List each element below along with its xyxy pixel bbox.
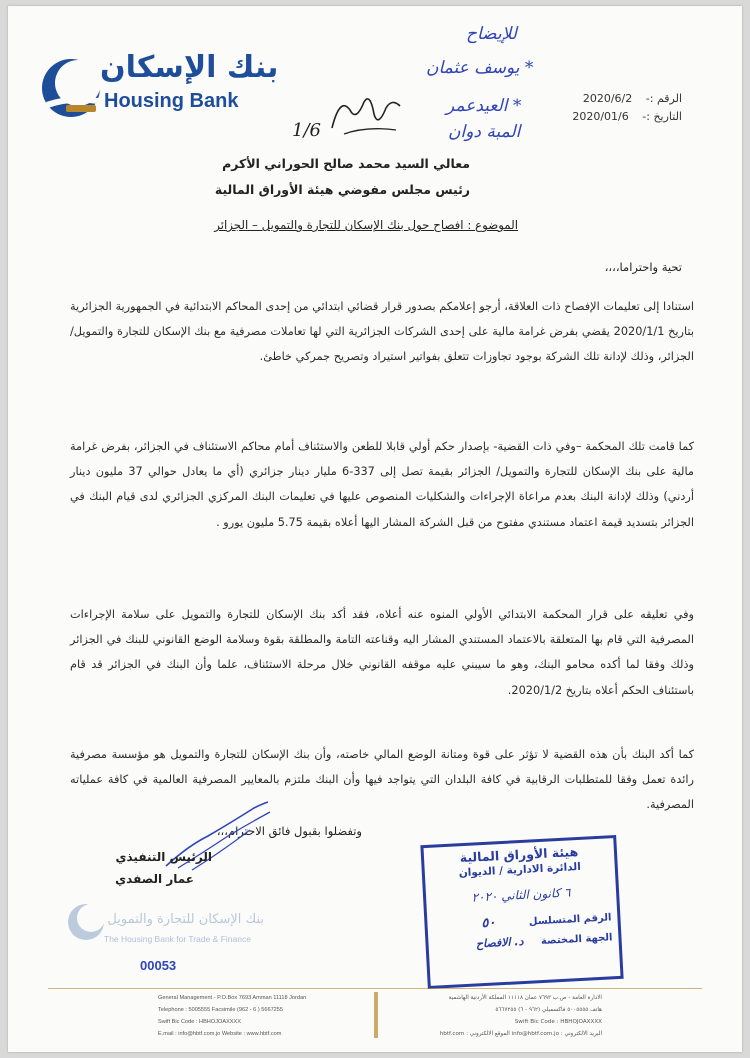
signatory-name: عمار الصفدي [115,872,194,886]
page-number: 00053 [140,958,177,973]
letter-page [8,6,742,1052]
subject-line: الموضوع : افصاح حول بنك الإسكان للتجارة والتمويل – الجزائر [214,218,518,232]
watermark-bank-name-english: The Housing Bank for Trade & Finance [104,934,251,944]
handwritten-note-4: المبة دوان [448,122,521,142]
initials-signature-icon [326,88,406,140]
signatory-title: الرئيس التنفيذي [115,850,212,864]
stamp-line-1: هيئة الأوراق المالية [459,843,579,866]
bank-name-english: Housing Bank [104,90,239,112]
footer-right-line-4: البريد الالكتروني : info@hbtf.com.jo الموقع الالكتروني : hbtf.com [439,1031,602,1037]
watermark-bank-name-arabic: بنك الإسكان للتجارة والتمويل [107,912,264,927]
stamp-serial-value: ٥٠ [481,915,496,932]
reference-number [583,92,682,105]
footer-divider [48,988,702,989]
footer-left-line-2: Telephone : 5005555 Facsimile (962 - 6 ) 5667255 [158,1007,284,1013]
reference-number-label: الرقم :- [645,92,682,105]
handwritten-date-note: 1/6 [292,120,321,141]
recipient-line-2: رئيس مجلس مفوضي هيئة الأوراق المالية [214,182,470,197]
footer-right-line-3: Swift Bic Code : HBHOJOAXXXX [514,1019,602,1025]
signature-icon [158,796,278,876]
footer-center-mark [374,992,378,1038]
reference-date-label: التاريخ :- [642,110,682,123]
reference-date-value: 2020/01/6 [572,110,629,123]
watermark-logo-icon [66,902,106,942]
stamp-line-2: الدائرة الادارية / الديوان [458,860,582,880]
greeting: تحية واحتراما،،،، [604,260,682,274]
body-paragraph-4: كما أكد البنك بأن هذه القضية لا تؤثر على قوة ومتانة الوضع المالي خاصته، وأن بنك الإسكان للتجارة والتمويل هو مؤسسة مصرفية رائدة تعمل وفقا للمتطلبات الرقابية في كافة البلدان التي يتواجد فيها وأن البنك ملتزم بالمعايير المصرفية العالمية في كافة عملياته المصرفية. [70,748,694,812]
housing-bank-logo-icon [40,56,102,120]
stamp-department-label: الجهة المختصة [540,932,613,948]
closing-line: وتفضلوا بقبول فائق الاحترام،،، [216,824,362,838]
handwritten-note-1: للإيضاح [466,24,517,44]
stamp-serial-label: الرقم المتسلسل [528,912,612,928]
stamp-date: ٦ كانون الثاني ٢٠٢٠ [471,885,571,905]
body-paragraph-1: استنادا إلى تعليمات الإفصاح ذات العلاقة، أرجو إعلامكم بصدور قرار قضائي ابتدائي من إحدى المحاكم الابتدائية في الجمهورية الجزائرية بتاريخ 2020/1/1 يقضي بفرض غرامة مالية على إحدى الشركات الجزائرية التي لها تعاملات مصرفية مع بنك الإسكان للتجارة والتمويل/ الجزائر، وذلك لإدانة تلك الشركة بوجود تجاوزات تتعلق بفواتير استيراد وتصريح جمركي خاطئ. [70,300,694,364]
footer-left-line-3: Swift Bic Code : HBHOJOAXXXX [158,1019,241,1025]
body-paragraph-3: وفي تعليقه على قرار المحكمة الابتدائي الأولي المنوه عنه أعلاه، فقد أكد بنك الإسكان للتجارة والتمويل على سلامة الإجراءات المصرفية التي قام بها المتعلقة بالاعتماد المستندي المشار اليه وقناعته التامة والمطلقة بقوة وسلامة الوضع القانوني للبنك في الجزائر وذلك وفقا لما أكده محامو البنك، وهو ما سيبني عليه موقفه القانوني خلال مرحلة الاستئناف، علما وأن البنك في الجزائر قد قام باستئناف الحكم أعلاه بتاريخ 2020/1/2. [70,608,694,697]
stamp-department [434,930,612,952]
stamp-department-value: د. الافصاح [475,934,524,951]
bank-name-arabic: بنك الإسكان [100,50,279,85]
reference-date [572,110,682,123]
stamp-serial [433,909,612,933]
handwritten-note-2: * يوسف عثمان [426,58,534,78]
footer-right-line-1: الادارة العامة - ص.ب ٧٦٩٣ عمان ١١١١٨ المملكة الأردنية الهاشمية [448,995,602,1001]
footer-right-line-2: هاتف ٥٠٠٥٥٥٥ فاكسميلي (٩٦٢ - ٦) ٥٦٦٧٢٥٥ [495,1007,602,1013]
recipient-line-1: معالي السيد محمد صالح الحوراني الأكرم [222,156,470,171]
received-stamp [420,835,623,989]
footer-right [392,992,602,1040]
footer-left-line-1: General Management - P.O.Box 7693 Amman 11118 Jordan [158,995,307,1001]
footer-left-line-4: E.mail : info@hbtf.com.jo Website : www.hbtf.com [158,1031,282,1037]
reference-number-value: 2020/6/2 [582,92,633,105]
handwritten-note-3: * العيدعمر [446,96,522,116]
footer-left [158,992,358,1040]
body-paragraph-2: كما قامت تلك المحكمة –وفي ذات القضية- بإصدار حكم أولي قابلا للطعن والاستئناف أمام محاكم الاستئناف في الجزائر، بفرض غرامة مالية على بنك الإسكان للتجارة والتمويل/ الجزائر بقيمة تصل إلى 337-6 مليار دينار جزائري (أي ما يعادل حوالي 37 مليون دينار أردني) وذلك لإدانة البنك بعدم مراعاة الإجراءات والشكليات المنصوص عليها في تعليمات البنك المركزي الجزائري لدى قيام البنك في الجزائر بتسديد قيمة اعتماد مستندي مفتوح من قبل الشركة المشار اليها أعلاه بقيمة 5.75 مليون يورو . [70,440,694,529]
